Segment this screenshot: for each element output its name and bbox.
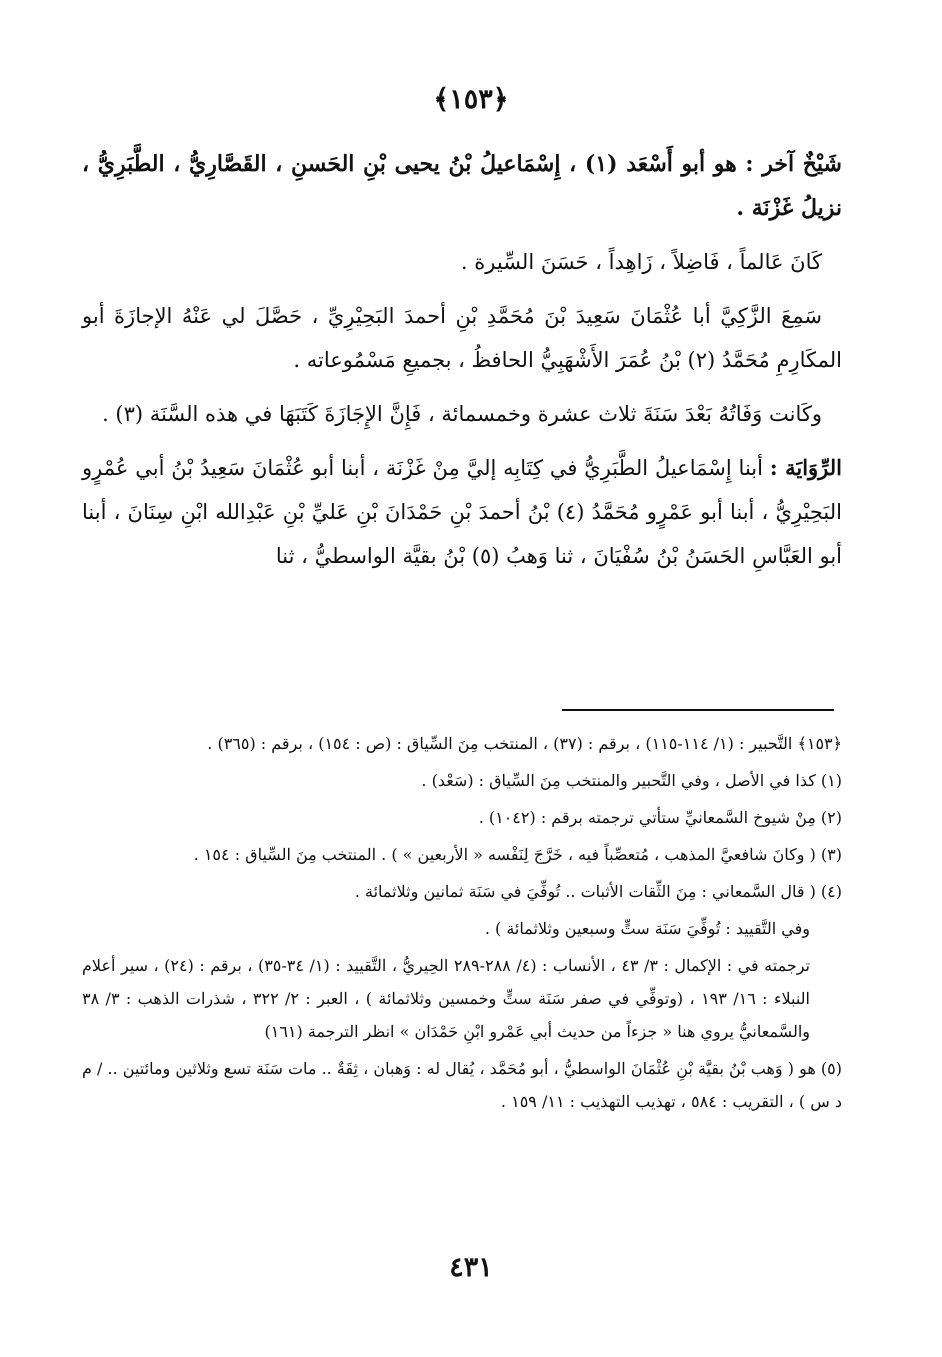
- footnote-5: (٥) هو ( وَهب بْنُ بقيَّة بْنِ عُثْمَانَ الواسطيُّ ، أبو مُحَمَّد ، يُقال له : وَهبان ، ثِقَةٌ .. مات سَنَة تسع وثلاثين ومائتين .. / م د س ) ، التقريب : ٥٨٤ ، تهذيب التهذيب : ١١/ ١٥٩ .: [82, 1059, 842, 1111]
- footnote-source: ﴿١٥٣﴾ التَّحبير : (١/ ١١٤-١١٥) ، برقم : (٣٧) ، المنتخب مِنَ السِّياق : (ص : ١٥٤) ، برقم : (٣٦٥) .: [207, 734, 842, 753]
- riwaya-label: الرِّوَايَة :: [769, 455, 842, 480]
- riwaya-paragraph: [82, 446, 842, 578]
- footnote-4: (٤) ( قال السَّمعاني : مِنَ الثِّقات الأثبات .. تُوفِّيَ في سَنَة ثمانين وثلاثمائة .: [354, 882, 842, 901]
- footnote-4-continuation: وفي التَّقييد : تُوفِّيَ سَنَة ستٍّ وسبعين وثلاثمائة ) .: [484, 919, 810, 938]
- footnote-2: (٢) مِنْ شيوخ السَّمعانيِّ ستأتي ترجمته برقم : (١٠٤٢) .: [478, 808, 842, 827]
- footnote-4-references: ترجمته في : الإكمال : ٣/ ٤٣ ، الأنساب : (٤/ ٢٨٨-٢٨٩ الحِيريُّ ، التَّقييد : (١/ ٣٤-٣٥) ، برقم : (٢٤) ، سير أعلام النبلاء : ١٦/ ١٩٣ ، (وتوفِّي في صفر سَنَة ستٍّ وخمسين وثلاثمائة ) ، العبر : ٢/ ٣٢٢ ، شذرات الذهب : ٣/ ٣٨ والسَّمعانيُّ يروي هنا « جزءاً من حديث أبي عَمْرو ابْنِ حَمْدَان » انظر الترجمة (١٦١): [82, 956, 811, 1041]
- biography-death: وكَانت وَفَاتُهُ بَعْدَ سَنَةَ ثلاث عشرة وخمسمائة ، فَإِنَّ الإِجَازَةَ كَتَبَهَا في هذه السَّنَة (٣) .: [102, 402, 822, 426]
- page-number: ٤٣١: [449, 1252, 493, 1283]
- entry-number: ﴿١٥٣﴾: [433, 84, 509, 115]
- biography-description: كَانَ عَالماً ، فَاضِلاً ، زَاهِداً ، حَسَنَ السِّيرة .: [460, 250, 822, 274]
- main-text: [82, 142, 842, 588]
- footnote-divider: [562, 709, 834, 711]
- footnotes: [82, 727, 842, 1122]
- footnote-3: (٣) ( وكانَ شافعيَّ المذهب ، مُتعصِّباً فيه ، خَرَّجَ لِنَفْسه « الأربعين » ) . المنتخب مِنَ السِّياق : ١٥٤ .: [193, 845, 842, 864]
- biography-hearing: سَمِعَ الزَّكِيَّ أبا عُثْمَانَ سَعِيدَ بْنَ مُحَمَّدِ بْنِ أحمدَ البَحِيْرِيِّ ، حَصَّلَ لي عَنْهُ الإجازَةَ أبو المكَارِمِ مُحَمَّدُ (٢) بْنُ عُمَرَ الأَشْهَبِيُّ الحافظُ ، بجميعِ مَسْمُوعاته .: [82, 304, 842, 372]
- footnote-1: (١) كذا في الأصل ، وفي التَّحبير والمنتخب مِنَ السِّياق : (سَعْد) .: [421, 771, 842, 790]
- biography-opening: شَيْخٌ آخر : هو أبو أَسْعَد (١) ، إِسْمَاعيلُ بْنُ يحيى بْنِ الحَسنِ ، القَصَّارِيُّ ، الطَّبَرِيُّ ، نزيلُ غَزْنَة .: [82, 151, 842, 221]
- riwaya-text: أبنا إِسْمَاعيلُ الطَّبَرِيُّ في كِتَابِه إليَّ مِنْ غَزْنَة ، أبنا أبو عُثْمَانَ سَعِيدُ بْنُ أبي عُمْرٍو البَحِيْرِيُّ ، أبنا أبو عَمْرٍو مُحَمَّدُ (٤) بْنُ أحمدَ بْنِ حَمْدَانَ بْنِ عَليِّ بْنِ عَبْدِالله ابْنِ سِنَانَ ، أبنا أبو العَبَّاسِ الحَسَنُ بْنُ سُفْيَانَ ، ثنا وَهبُ (٥) بْنُ بقيَّة الواسطيُّ ، ثنا: [82, 456, 842, 568]
